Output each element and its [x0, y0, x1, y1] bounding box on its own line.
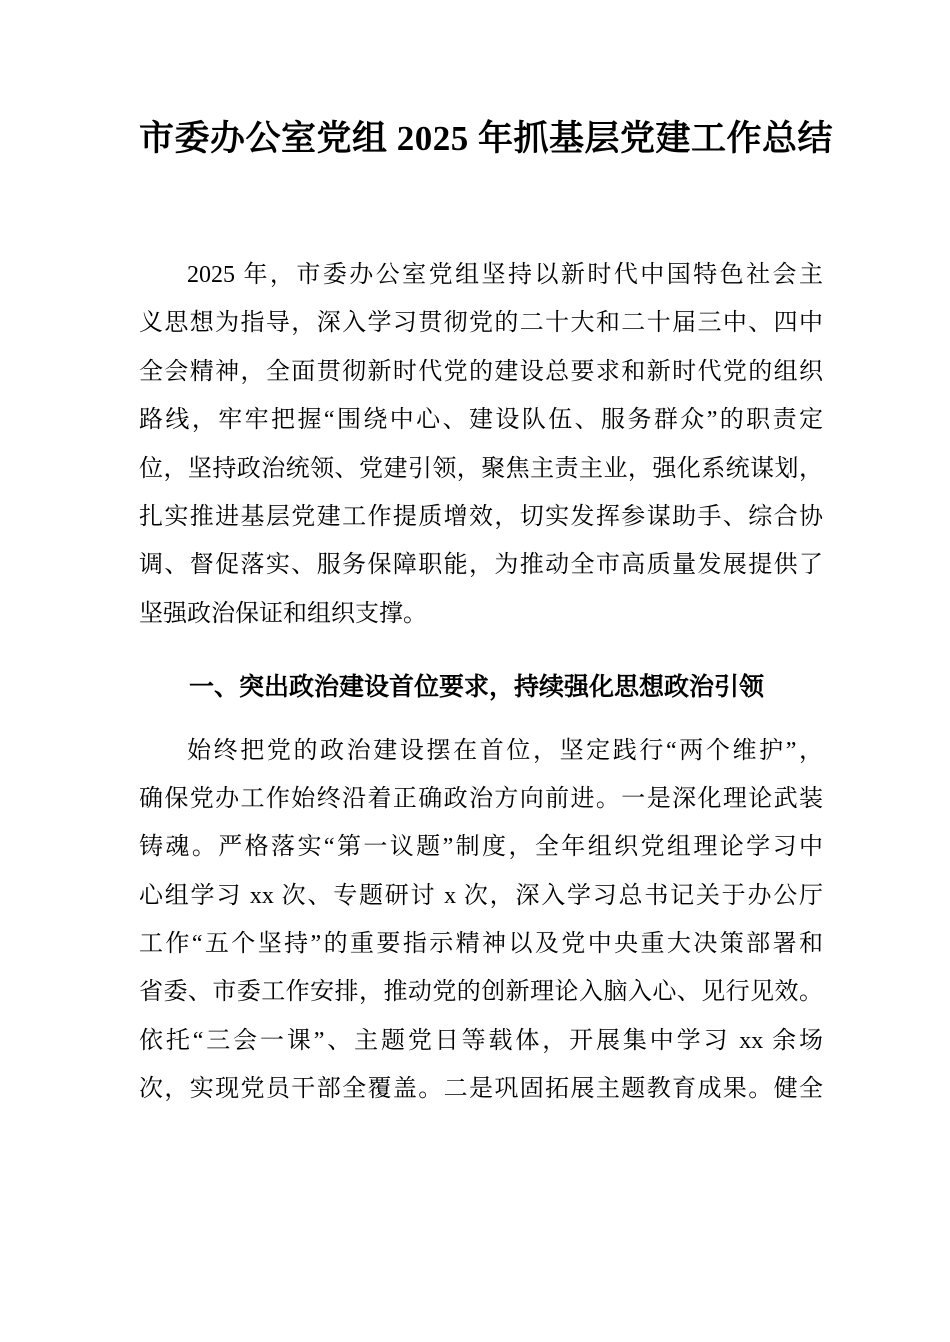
- body-paragraph-2: [139, 727, 823, 1114]
- text-line: 次，实现党员干部全覆盖。二是巩固拓展主题教育成果。健全: [139, 1076, 823, 1103]
- text-line: 确保党办工作始终沿着正确政治方向前进。一是深化理论武装: [139, 785, 823, 812]
- text-line: 调、督促落实、服务保障职能，为推动全市高质量发展提供了: [139, 552, 823, 579]
- text-line: 工作“五个坚持”的重要指示精神以及党中央重大决策部署和: [139, 931, 823, 958]
- text-line: 位，坚持政治统领、党建引领，聚焦主责主业，强化系统谋划，: [139, 455, 823, 482]
- document-title: 市委办公室党组 2025 年抓基层党建工作总结: [139, 119, 834, 158]
- text-line: 心组学习 xx 次、专题研讨 x 次，深入学习总书记关于办公厅: [139, 882, 823, 909]
- text-line: 省委、市委工作安排，推动党的创新理论入脑入心、见行见效。: [139, 979, 823, 1006]
- document-page: [0, 112, 950, 1342]
- body-paragraph-1: [139, 251, 823, 638]
- text-line: 义思想为指导，深入学习贯彻党的二十大和二十届三中、四中: [139, 310, 823, 337]
- text-line: 路线，牢牢把握“围绕中心、建设队伍、服务群众”的职责定: [139, 407, 823, 434]
- text-line: 扎实推进基层党建工作提质增效，切实发挥参谋助手、综合协: [139, 503, 823, 530]
- text-line: 2025 年，市委办公室党组坚持以新时代中国特色社会主: [187, 262, 823, 288]
- text-line: 坚强政治保证和组织支撑。: [139, 600, 427, 627]
- text-line: 始终把党的政治建设摆在首位，坚定践行“两个维护”，: [187, 737, 823, 764]
- text-line: 全会精神，全面贯彻新时代党的建设总要求和新时代党的组织: [139, 358, 823, 385]
- text-line: 铸魂。严格落实“第一议题”制度，全年组织党组理论学习中: [139, 834, 823, 861]
- text-line: 依托“三会一课”、主题党日等载体，开展集中学习 xx 余场: [139, 1027, 823, 1054]
- section-heading-1: 一、突出政治建设首位要求，持续强化思想政治引领: [189, 673, 765, 702]
- document-content: [139, 112, 834, 1114]
